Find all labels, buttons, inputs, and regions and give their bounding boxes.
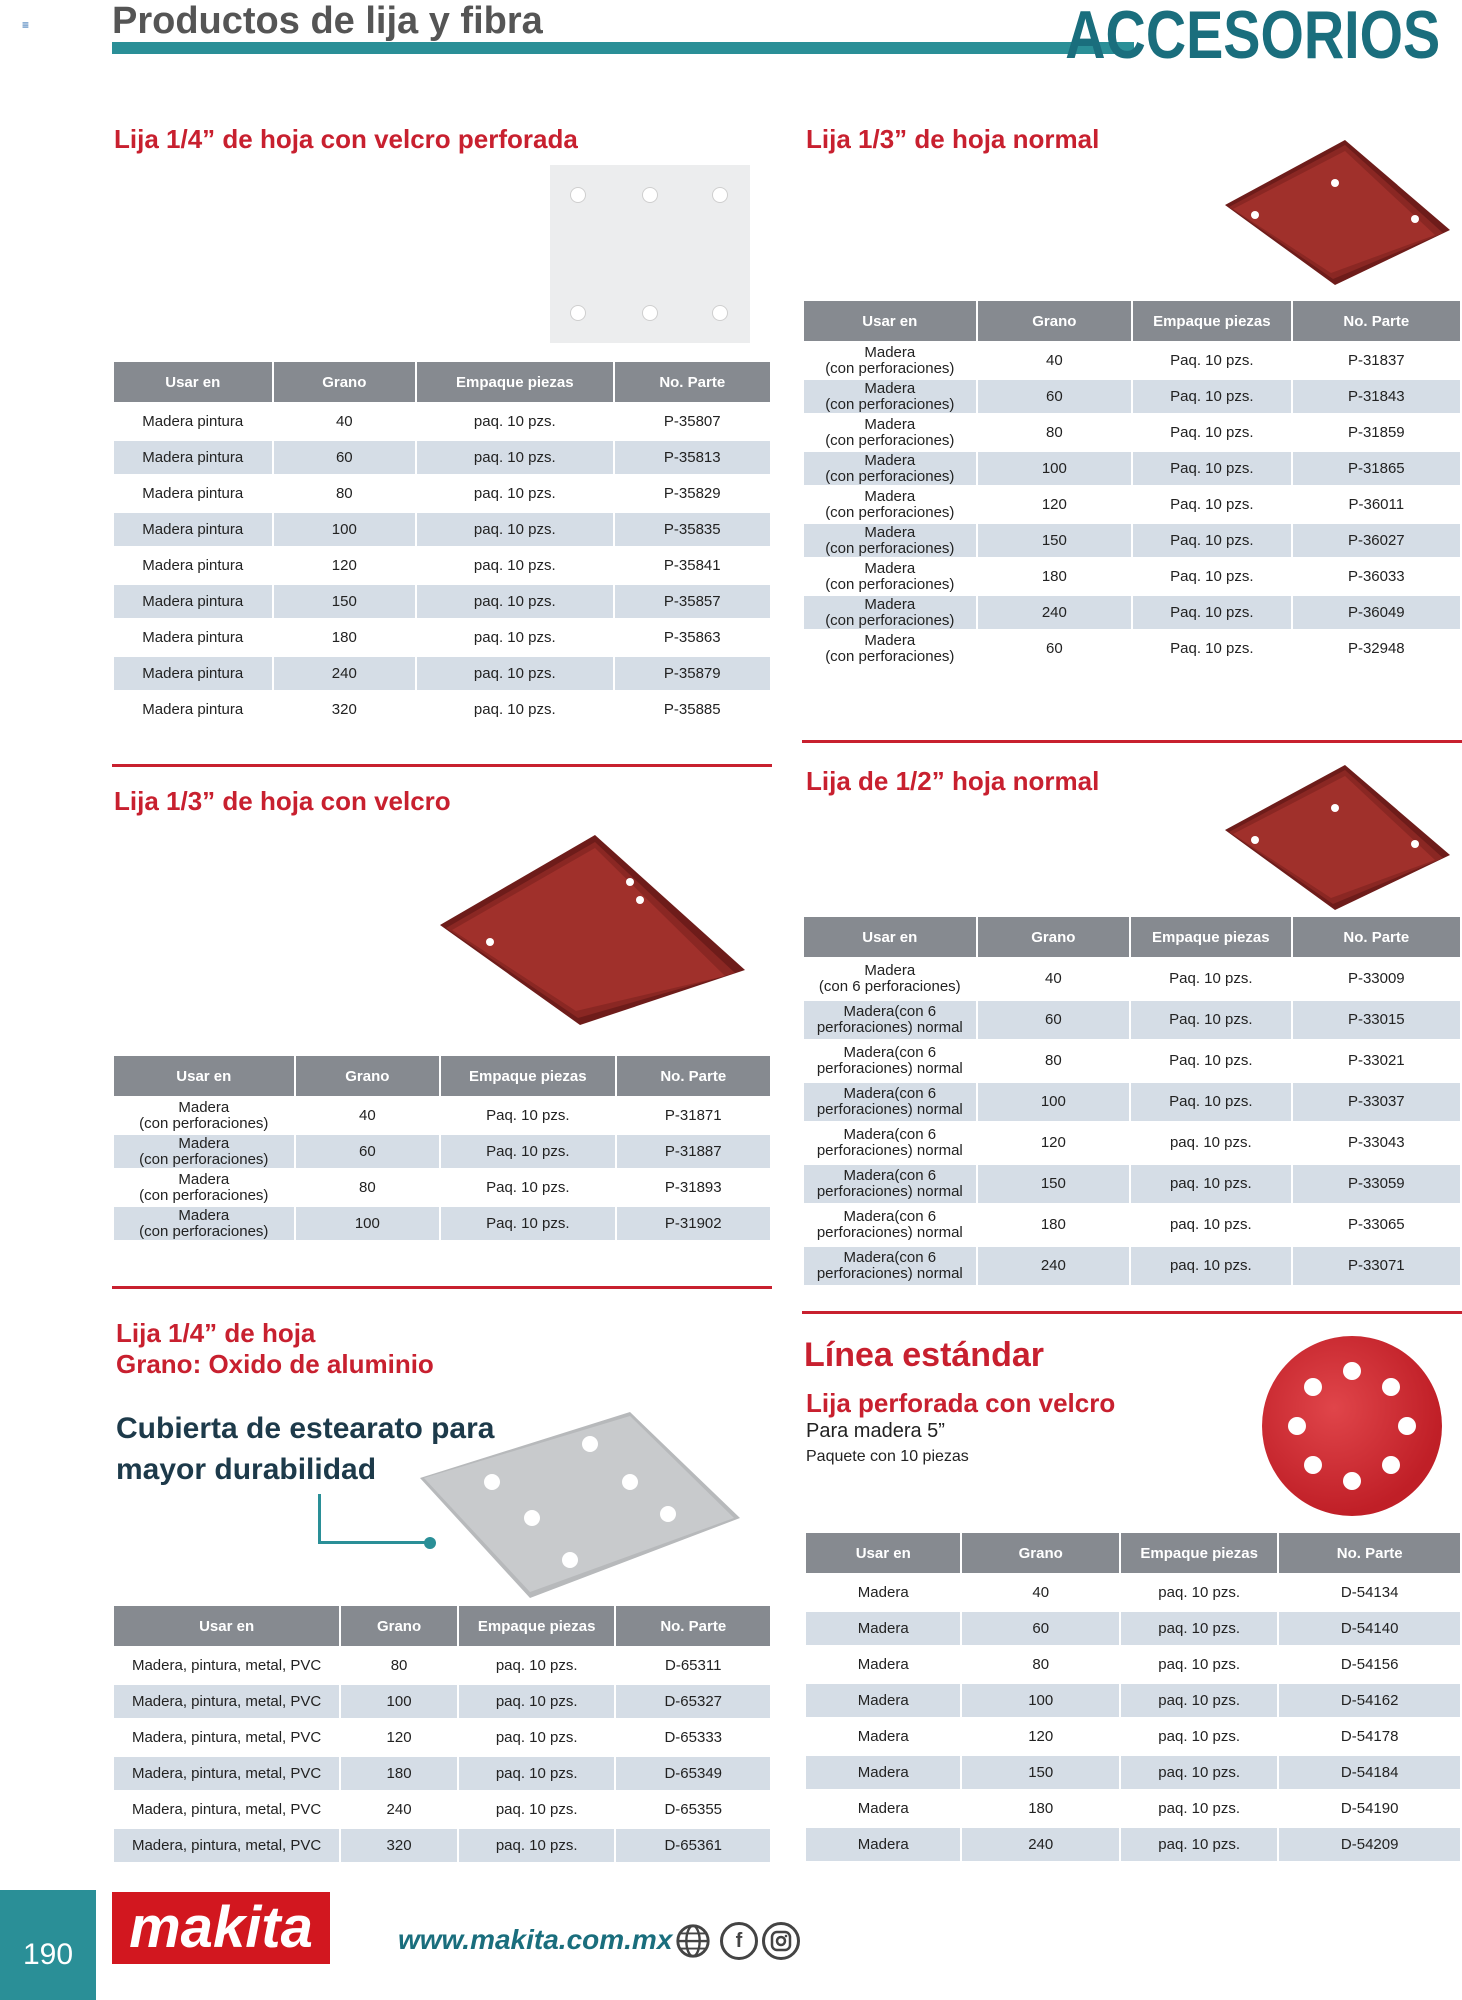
table-cell: 150	[978, 1165, 1129, 1203]
table-row	[806, 1612, 1460, 1645]
table-cell: Madera (con perforaciones)	[804, 632, 976, 665]
table-cell: paq. 10 pzs.	[1121, 1756, 1277, 1789]
feature-note: Cubierta de estearato para	[116, 1412, 495, 1445]
table-cell: Madera	[806, 1720, 960, 1753]
table-cell: P-36049	[1293, 596, 1460, 629]
table-cell: P-35841	[615, 549, 771, 582]
table-cell: 80	[978, 416, 1131, 449]
instagram-icon[interactable]	[762, 1922, 800, 1960]
table-cell: Paq. 10 pzs.	[441, 1207, 614, 1240]
section-title: Línea estándar	[804, 1336, 1044, 1374]
column-header: Grano	[341, 1606, 457, 1646]
table-row	[804, 596, 1460, 629]
table-cell: Madera (con perforaciones)	[804, 452, 976, 485]
table-header-row	[804, 917, 1460, 957]
section-title: Lija 1/3” de hoja normal	[806, 124, 1100, 154]
table-cell: 100	[978, 452, 1131, 485]
table-cell: Paq. 10 pzs.	[1133, 524, 1291, 557]
column-header: Usar en	[804, 301, 976, 341]
table-cell: Madera (con perforaciones)	[804, 524, 976, 557]
table-cell: D-54184	[1279, 1756, 1460, 1789]
section-divider	[802, 740, 1462, 743]
table-cell: 240	[341, 1793, 457, 1826]
table-cell: P-33065	[1293, 1206, 1460, 1244]
column-header: Empaque piezas	[1133, 301, 1291, 341]
product-detail: Paquete con 10 piezas	[806, 1448, 969, 1465]
sandpaper-stack-image	[430, 830, 750, 1030]
table-cell: 240	[978, 1247, 1129, 1285]
column-header: No. Parte	[1293, 917, 1460, 957]
spec-table	[802, 914, 1462, 1288]
table-row	[804, 380, 1460, 413]
section-brand: ACCESORIOS	[1065, 0, 1440, 73]
table-header-row	[114, 1606, 770, 1646]
table-cell: 180	[978, 560, 1131, 593]
table-cell: Madera(con 6 perforaciones) normal	[804, 1083, 976, 1121]
spec-table	[802, 298, 1462, 668]
table-cell: 180	[978, 1206, 1129, 1244]
table-cell: 80	[962, 1648, 1118, 1681]
globe-icon[interactable]	[674, 1922, 712, 1960]
table-row	[114, 405, 770, 438]
table-cell: paq. 10 pzs.	[1121, 1792, 1277, 1825]
sandpaper-sheet-image	[550, 165, 750, 343]
menu-mark: ≡	[22, 18, 30, 32]
table-row	[804, 524, 1460, 557]
table-cell: 120	[978, 488, 1131, 521]
table-cell: Madera	[806, 1648, 960, 1681]
table-cell: D-65327	[616, 1685, 770, 1718]
table-cell: P-33015	[1293, 1001, 1460, 1039]
column-header: No. Parte	[1293, 301, 1460, 341]
table-cell: 240	[962, 1828, 1118, 1861]
table-cell: P-35807	[615, 405, 771, 438]
table-cell: paq. 10 pzs.	[1121, 1612, 1277, 1645]
table-cell: D-54190	[1279, 1792, 1460, 1825]
table-cell: 100	[978, 1083, 1129, 1121]
table-row	[804, 1001, 1460, 1039]
table-cell: 150	[978, 524, 1131, 557]
column-header: Usar en	[114, 1606, 339, 1646]
column-header: No. Parte	[617, 1056, 770, 1096]
table-row	[804, 416, 1460, 449]
column-header: Usar en	[806, 1533, 960, 1573]
table-cell: Madera	[806, 1828, 960, 1861]
section-subtitle: Lija perforada con velcro	[806, 1388, 1116, 1418]
section-title: Lija 1/3” de hoja con velcro	[114, 786, 451, 816]
table-cell: Madera (con perforaciones)	[804, 344, 976, 377]
table-cell: 80	[274, 477, 416, 510]
table-cell: P-36033	[1293, 560, 1460, 593]
table-cell: Paq. 10 pzs.	[1131, 1083, 1291, 1121]
table-row	[114, 1649, 770, 1682]
table-cell: 60	[274, 441, 416, 474]
table-cell: Madera (con 6 perforaciones)	[804, 960, 976, 998]
table-row	[804, 344, 1460, 377]
table-cell: P-35879	[615, 657, 771, 690]
table-cell: P-35813	[615, 441, 771, 474]
table-cell: Paq. 10 pzs.	[441, 1099, 614, 1132]
table-cell: D-65355	[616, 1793, 770, 1826]
table-cell: Madera pintura	[114, 585, 272, 618]
table-row	[804, 1083, 1460, 1121]
table-cell: D-65349	[616, 1757, 770, 1790]
table-cell: Madera(con 6 perforaciones) normal	[804, 1247, 976, 1285]
table-cell: 60	[296, 1135, 440, 1168]
table-cell: 240	[978, 596, 1131, 629]
table-cell: paq. 10 pzs.	[1131, 1206, 1291, 1244]
column-header: No. Parte	[1279, 1533, 1460, 1573]
section-title: Lija 1/4” de hoja	[116, 1318, 316, 1348]
table-row	[114, 513, 770, 546]
table-cell: P-33021	[1293, 1042, 1460, 1080]
table-cell: Madera, pintura, metal, PVC	[114, 1793, 339, 1826]
table-cell: Paq. 10 pzs.	[1131, 1001, 1291, 1039]
table-cell: P-33037	[1293, 1083, 1460, 1121]
column-header: Empaque piezas	[1131, 917, 1291, 957]
table-row	[804, 1124, 1460, 1162]
table-row	[114, 657, 770, 690]
table-cell: Madera (con perforaciones)	[114, 1207, 294, 1240]
table-cell: 60	[978, 632, 1131, 665]
table-header-row	[114, 362, 770, 402]
table-row	[804, 1165, 1460, 1203]
column-header: Usar en	[114, 1056, 294, 1096]
table-cell: paq. 10 pzs.	[417, 657, 612, 690]
table-cell: 40	[274, 405, 416, 438]
table-cell: paq. 10 pzs.	[417, 477, 612, 510]
table-cell: P-33043	[1293, 1124, 1460, 1162]
table-cell: paq. 10 pzs.	[1121, 1576, 1277, 1609]
table-cell: Madera pintura	[114, 441, 272, 474]
table-cell: 40	[978, 960, 1129, 998]
table-cell: P-33071	[1293, 1247, 1460, 1285]
table-row	[114, 621, 770, 654]
table-row	[114, 1207, 770, 1240]
table-cell: 100	[341, 1685, 457, 1718]
table-cell: paq. 10 pzs.	[417, 441, 612, 474]
makita-logo: makita	[112, 1892, 330, 1964]
table-cell: Madera	[806, 1756, 960, 1789]
table-row	[806, 1792, 1460, 1825]
table-row	[114, 1793, 770, 1826]
table-cell: Madera (con perforaciones)	[114, 1099, 294, 1132]
table-cell: Paq. 10 pzs.	[1131, 1042, 1291, 1080]
table-header-row	[114, 1056, 770, 1096]
table-row	[114, 1099, 770, 1132]
table-row	[114, 693, 770, 726]
header-bar	[112, 42, 1134, 54]
table-cell: 150	[962, 1756, 1118, 1789]
column-header: Grano	[978, 917, 1129, 957]
table-cell: Madera (con perforaciones)	[114, 1135, 294, 1168]
table-cell: Paq. 10 pzs.	[1133, 632, 1291, 665]
table-cell: paq. 10 pzs.	[417, 693, 612, 726]
table-cell: paq. 10 pzs.	[1131, 1247, 1291, 1285]
table-cell: Paq. 10 pzs.	[1133, 416, 1291, 449]
table-cell: P-35835	[615, 513, 771, 546]
table-cell: Paq. 10 pzs.	[1133, 344, 1291, 377]
column-header: Grano	[274, 362, 416, 402]
table-cell: P-33009	[1293, 960, 1460, 998]
table-cell: 120	[274, 549, 416, 582]
column-header: Empaque piezas	[1121, 1533, 1277, 1573]
table-cell: Paq. 10 pzs.	[441, 1171, 614, 1204]
table-row	[806, 1648, 1460, 1681]
table-cell: P-31865	[1293, 452, 1460, 485]
column-header: Empaque piezas	[417, 362, 612, 402]
table-row	[114, 1829, 770, 1862]
table-cell: Madera pintura	[114, 621, 272, 654]
table-cell: Paq. 10 pzs.	[1133, 596, 1291, 629]
table-cell: paq. 10 pzs.	[1121, 1828, 1277, 1861]
table-cell: paq. 10 pzs.	[417, 585, 612, 618]
spec-table	[112, 1053, 772, 1243]
page-title: Productos de lija y fibra	[112, 0, 543, 42]
table-row	[806, 1576, 1460, 1609]
table-cell: D-54178	[1279, 1720, 1460, 1753]
table-cell: Madera(con 6 perforaciones) normal	[804, 1001, 976, 1039]
table-cell: paq. 10 pzs.	[459, 1793, 615, 1826]
table-cell: paq. 10 pzs.	[417, 513, 612, 546]
table-cell: D-65311	[616, 1649, 770, 1682]
section-divider	[802, 1311, 1462, 1314]
table-cell: Madera	[806, 1576, 960, 1609]
table-cell: 80	[978, 1042, 1129, 1080]
table-cell: paq. 10 pzs.	[459, 1721, 615, 1754]
table-row	[804, 488, 1460, 521]
section-divider	[112, 764, 772, 767]
table-cell: P-31902	[617, 1207, 770, 1240]
table-cell: P-32948	[1293, 632, 1460, 665]
column-header: Empaque piezas	[441, 1056, 614, 1096]
sandpaper-stack-image	[1215, 135, 1455, 295]
table-cell: paq. 10 pzs.	[459, 1685, 615, 1718]
table-cell: 180	[962, 1792, 1118, 1825]
table-row	[804, 452, 1460, 485]
column-header: Grano	[296, 1056, 440, 1096]
table-cell: Madera (con perforaciones)	[804, 380, 976, 413]
table-cell: P-31887	[617, 1135, 770, 1168]
table-cell: Paq. 10 pzs.	[1133, 488, 1291, 521]
table-cell: P-35885	[615, 693, 771, 726]
table-cell: Madera, pintura, metal, PVC	[114, 1829, 339, 1862]
table-cell: 100	[296, 1207, 440, 1240]
table-cell: 100	[962, 1684, 1118, 1717]
table-cell: Madera (con perforaciones)	[114, 1171, 294, 1204]
table-row	[114, 1685, 770, 1718]
section-subtitle: Grano: Oxido de aluminio	[116, 1349, 434, 1379]
table-cell: Madera(con 6 perforaciones) normal	[804, 1165, 976, 1203]
table-row	[804, 560, 1460, 593]
table-cell: P-31837	[1293, 344, 1460, 377]
column-header: No. Parte	[615, 362, 771, 402]
table-cell: 80	[341, 1649, 457, 1682]
table-row	[114, 549, 770, 582]
spec-table	[804, 1530, 1462, 1864]
table-cell: D-54162	[1279, 1684, 1460, 1717]
table-cell: paq. 10 pzs.	[417, 621, 612, 654]
table-cell: Madera	[806, 1612, 960, 1645]
table-cell: 40	[978, 344, 1131, 377]
table-cell: Paq. 10 pzs.	[1133, 560, 1291, 593]
table-row	[806, 1684, 1460, 1717]
table-cell: paq. 10 pzs.	[459, 1757, 615, 1790]
table-row	[806, 1756, 1460, 1789]
table-cell: 60	[978, 380, 1131, 413]
table-cell: paq. 10 pzs.	[1131, 1165, 1291, 1203]
table-row	[804, 1247, 1460, 1285]
table-cell: 60	[962, 1612, 1118, 1645]
column-header: Empaque piezas	[459, 1606, 615, 1646]
table-row	[806, 1828, 1460, 1861]
column-header: Usar en	[804, 917, 976, 957]
table-row	[114, 441, 770, 474]
table-cell: Madera, pintura, metal, PVC	[114, 1685, 339, 1718]
table-cell: Madera (con perforaciones)	[804, 488, 976, 521]
table-cell: Madera, pintura, metal, PVC	[114, 1649, 339, 1682]
table-cell: P-35857	[615, 585, 771, 618]
feature-note: mayor durabilidad	[116, 1453, 377, 1486]
table-cell: 180	[341, 1757, 457, 1790]
table-cell: Paq. 10 pzs.	[441, 1135, 614, 1168]
table-cell: P-35829	[615, 477, 771, 510]
table-cell: P-36011	[1293, 488, 1460, 521]
table-row	[114, 1135, 770, 1168]
table-row	[114, 1171, 770, 1204]
table-cell: 40	[962, 1576, 1118, 1609]
table-cell: 80	[296, 1171, 440, 1204]
table-cell: D-54209	[1279, 1828, 1460, 1861]
table-cell: D-54134	[1279, 1576, 1460, 1609]
column-header: Grano	[962, 1533, 1118, 1573]
table-cell: Madera, pintura, metal, PVC	[114, 1757, 339, 1790]
table-cell: D-54140	[1279, 1612, 1460, 1645]
table-cell: 40	[296, 1099, 440, 1132]
sandpaper-stack-image	[1215, 760, 1455, 920]
table-cell: paq. 10 pzs.	[417, 405, 612, 438]
table-cell: 320	[274, 693, 416, 726]
section-divider	[112, 1286, 772, 1289]
table-cell: Madera(con 6 perforaciones) normal	[804, 1124, 976, 1162]
table-cell: 120	[962, 1720, 1118, 1753]
column-header: No. Parte	[616, 1606, 770, 1646]
table-cell: 120	[978, 1124, 1129, 1162]
table-cell: P-31893	[617, 1171, 770, 1204]
table-cell: 100	[274, 513, 416, 546]
table-cell: Madera (con perforaciones)	[804, 416, 976, 449]
table-cell: P-36027	[1293, 524, 1460, 557]
sandpaper-sheet-image	[420, 1410, 742, 1600]
table-row	[804, 1042, 1460, 1080]
product-detail: Para madera 5”	[806, 1420, 945, 1442]
table-cell: Madera (con perforaciones)	[804, 560, 976, 593]
table-row	[114, 1721, 770, 1754]
table-row	[804, 632, 1460, 665]
table-cell: Madera pintura	[114, 657, 272, 690]
table-cell: D-65333	[616, 1721, 770, 1754]
sanding-disc-image	[1262, 1336, 1442, 1516]
column-header: Usar en	[114, 362, 272, 402]
table-cell: Madera pintura	[114, 513, 272, 546]
table-row	[114, 477, 770, 510]
table-cell: Paq. 10 pzs.	[1131, 960, 1291, 998]
table-row	[804, 960, 1460, 998]
section-title: Lija 1/4” de hoja con velcro perforada	[114, 124, 578, 154]
table-cell: Madera	[806, 1792, 960, 1825]
table-row	[114, 585, 770, 618]
table-cell: Madera pintura	[114, 693, 272, 726]
table-cell: Madera pintura	[114, 549, 272, 582]
table-cell: P-31859	[1293, 416, 1460, 449]
table-cell: Paq. 10 pzs.	[1133, 452, 1291, 485]
table-cell: P-35863	[615, 621, 771, 654]
table-cell: D-54156	[1279, 1648, 1460, 1681]
table-cell: paq. 10 pzs.	[459, 1649, 615, 1682]
table-cell: P-31843	[1293, 380, 1460, 413]
table-cell: paq. 10 pzs.	[1121, 1648, 1277, 1681]
table-header-row	[806, 1533, 1460, 1573]
table-cell: paq. 10 pzs.	[1131, 1124, 1291, 1162]
table-cell: Paq. 10 pzs.	[1133, 380, 1291, 413]
table-header-row	[804, 301, 1460, 341]
page-number: 190	[0, 1890, 96, 2000]
table-cell: Madera (con perforaciones)	[804, 596, 976, 629]
table-cell: D-65361	[616, 1829, 770, 1862]
table-row	[806, 1720, 1460, 1753]
table-cell: Madera(con 6 perforaciones) normal	[804, 1042, 976, 1080]
table-cell: paq. 10 pzs.	[417, 549, 612, 582]
table-cell: Madera pintura	[114, 477, 272, 510]
table-cell: Madera pintura	[114, 405, 272, 438]
spec-table	[112, 359, 772, 729]
table-cell: 60	[978, 1001, 1129, 1039]
table-cell: 180	[274, 621, 416, 654]
table-cell: 320	[341, 1829, 457, 1862]
table-cell: 240	[274, 657, 416, 690]
table-cell: Madera(con 6 perforaciones) normal	[804, 1206, 976, 1244]
table-cell: P-33059	[1293, 1165, 1460, 1203]
table-row	[114, 1757, 770, 1790]
spec-table	[112, 1603, 772, 1865]
table-cell: 150	[274, 585, 416, 618]
table-cell: paq. 10 pzs.	[1121, 1720, 1277, 1753]
website-link[interactable]: www.makita.com.mx	[398, 1924, 673, 1955]
callout-line	[318, 1541, 430, 1544]
callout-line	[318, 1494, 321, 1544]
table-row	[804, 1206, 1460, 1244]
table-cell: paq. 10 pzs.	[1121, 1684, 1277, 1717]
table-cell: Madera, pintura, metal, PVC	[114, 1721, 339, 1754]
table-cell: P-31871	[617, 1099, 770, 1132]
column-header: Grano	[978, 301, 1131, 341]
table-cell: Madera	[806, 1684, 960, 1717]
facebook-icon[interactable]: f	[720, 1922, 758, 1960]
section-title: Lija de 1/2” hoja normal	[806, 766, 1100, 796]
table-cell: 120	[341, 1721, 457, 1754]
table-cell: paq. 10 pzs.	[459, 1829, 615, 1862]
